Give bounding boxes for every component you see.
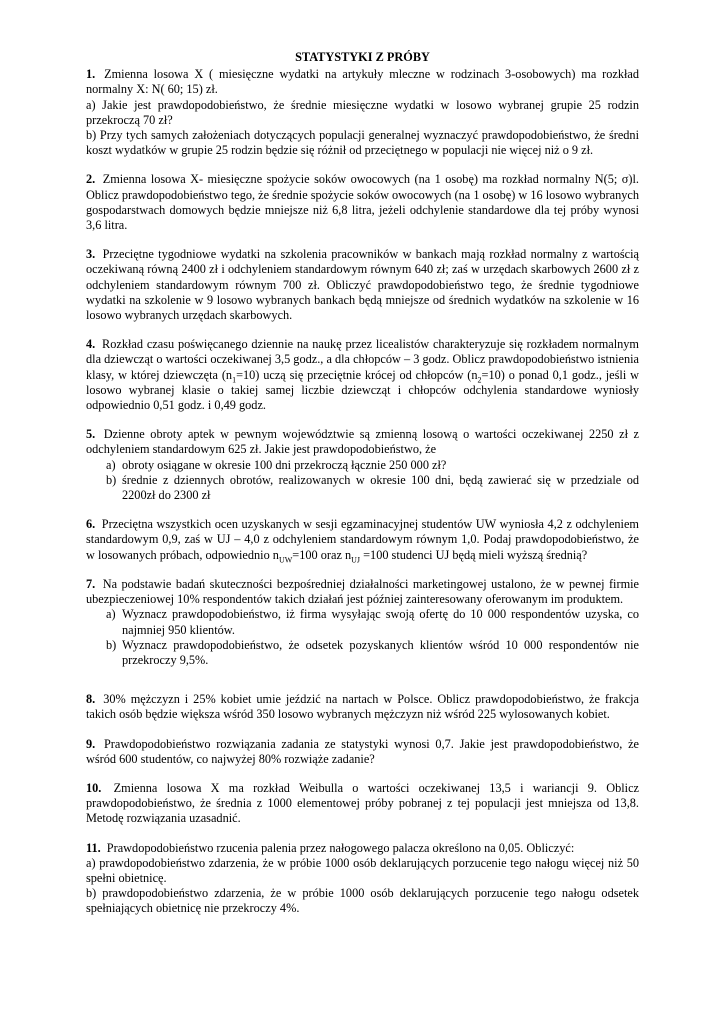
problem-text: 30% mężczyzn i 25% kobiet umie jeździć na nartach w Polsce. Oblicz prawdopodobieństwo, że frakcja takich osób będzie większa wśród 350 losowo wybranych mężczyzn niż wśród 225 wylosowanych kobiet. [86, 692, 639, 722]
problem-text: Zmienna losowa X ( miesięczne wydatki na artykuły mleczne w rodzinach 3-osobowych) ma rozkład normalny X: N( 60; 15) zł. [86, 67, 639, 97]
problem-number: 10. [86, 780, 102, 795]
problem-3 [86, 247, 639, 323]
problem-number: 7. [86, 576, 96, 591]
problem-number: 2. [86, 172, 96, 187]
problem-number: 3. [86, 247, 96, 262]
problem-2 [86, 172, 639, 233]
problem-text: Przeciętne tygodniowe wydatki na szkolenia pracowników w bankach mają rozkład normalny z wartością oczekiwaną równą 2400 zł i odchyleniem standardowym równym 640 zł; zaś w urzędach skarbowych 2600 zł z odchyleniem standardowym równym 700 zł. Obliczyć prawdopodobieństwo tego, że średnie tygodniowe wydatki na szkolenie w 9 losowo wybranych bankach będą mniejsze od średnich wydatków na szkolenie w 16 losowo wybranych urzędach skarbowych. [86, 247, 639, 323]
problem-1 [86, 67, 639, 158]
problem-7 [86, 577, 639, 668]
document-title: STATYSTYKI Z PRÓBY [295, 50, 430, 64]
list-item [86, 458, 639, 473]
problem-text: Zmienna losowa X ma rozkład Weibulla o wartości oczekiwanej 13,5 i wariancji 9. Oblicz prawdopodobieństwo, że średnia z 1000 elementowej próby pobranej z tej populacji jest mniejsza od 13,8. Metodę rozwiązania uzasadnić. [86, 780, 639, 826]
problem-5 [86, 427, 639, 503]
list-item [86, 473, 639, 503]
problem-6 [86, 517, 639, 563]
problem-text: =100 oraz n [292, 547, 352, 562]
list-item-text: Wyznacz prawdopodobieństwo, iż firma wysyłając swoją ofertę do 10 000 respondentów uzyska, co najmniej 950 klientów. [122, 607, 639, 637]
problem-part: a) Jakie jest prawdopodobieństwo, że średnie miesięczne wydatki w losowo wybranej grupie 25 rodzin przekroczą 70 zł? [86, 97, 639, 127]
problem-text: Dzienne obroty aptek w pewnym województwie są zmienną losową o wartości oczekiwanej 2250 zł z odchyleniem standardowym 625 zł. Jakie jest prawdopodobieństwo, że [86, 427, 640, 457]
problem-text: =10) o ponad 0,1 godz., jeśli w losowo wybranej klasie o takiej samej liczbie dziewcząt i chłopców odchylenia standardowe wyniosły odpowiednio 0,51 godz. i 0,49 godz. [86, 367, 639, 413]
subscript: UW [278, 555, 293, 565]
document-page [86, 50, 639, 931]
subscript: 1 [232, 375, 237, 385]
list-item-text: Wyznacz prawdopodobieństwo, że odsetek pozyskanych klientów wśród 10 000 respondentów nie przekroczy 9,5%. [122, 637, 639, 667]
list-item-label: a) [106, 457, 116, 472]
problem-4 [86, 337, 639, 413]
list-item [86, 638, 639, 668]
problem-number: 8. [86, 692, 96, 707]
subscript: 2 [477, 375, 482, 385]
problem-part: b) Przy tych samych założeniach dotyczących populacji generalnej wyznaczyć prawdopodobieństwo, że średni koszt wydatków w grupie 25 rodzin będzie się różnił od przeciętnego w populacji nie więcej niż o 9 zł. [86, 128, 639, 158]
problem-text: =100 studenci UJ będą mieli wyższą średnią? [360, 547, 588, 562]
problem-text: Przeciętna wszystkich ocen uzyskanych w sesji egzaminacyjnej studentów UW wyniosła 4,2 z odchyleniem standardowym 0,9, zaś w UJ – 4,0 z odchyleniem standardowym równym 1,0. Podaj prawdopodobieństwo, że w losowanych próbach, odpowiednio n [86, 517, 639, 562]
problem-9 [86, 737, 639, 767]
problem-text: Prawdopodobieństwo rozwiązania zadania ze statystyki wynosi 0,7. Jakie jest prawdopodobieństwo, że wśród 600 studentów, co najwyżej 80% rozwiąże zadanie? [86, 736, 640, 766]
problem-11 [86, 841, 639, 917]
problem-part: a) prawdopodobieństwo zdarzenia, że w próbie 1000 osób deklarujących porzucenie tego nałogu więcej niż 50 spełni obietnicę. [86, 855, 639, 885]
problem-number: 1. [86, 67, 96, 82]
problem-number: 9. [86, 736, 96, 751]
problem-part: b) prawdopodobieństwo zdarzenia, że w próbie 1000 osób deklarujących porzucenie tego nałogu odsetek spełniających obietnicę nie przekroczy 4%. [86, 886, 639, 916]
problem-number: 5. [86, 427, 96, 442]
problem-number: 11. [86, 840, 101, 855]
problem-number: 4. [86, 337, 96, 352]
subscript: UJ [351, 555, 361, 565]
list-item-text: średnie z dziennych obrotów, realizowanych w okresie 100 dni, będą zawierać się w przedziale od 2200zł do 2300 zł [122, 472, 639, 503]
list-item-label: a) [106, 607, 116, 622]
problem-text: Prawdopodobieństwo rzucenia palenia przez nałogowego palacza określono na 0,05. Obliczyć: [106, 840, 575, 855]
problem-8 [86, 692, 639, 722]
list-item-label: b) [106, 637, 117, 652]
problem-text: Na podstawie badań skuteczności bezpośredniej działalności marketingowej ustalono, że w pewnej firmie ubezpieczeniowej 10% respondentów takich działań jest później zainteresowany oferowanym im produktem. [86, 576, 640, 607]
problem-text: Zmienna losowa X- miesięczne spożycie soków owocowych (na 1 osobę) ma rozkład normalny N(5; σ)l. Oblicz prawdopodobieństwo tego, że średnie spożycie soków owocowych (na 1 osobę) w 16 losowo wybranych gospodarstwach domowych będzie mniejsze niż 6,8 litra, jeżeli odchylenie standardowe dla tej próby wynosi 3,6 litra. [86, 172, 639, 233]
problem-10 [86, 781, 639, 827]
list-item [86, 607, 639, 637]
list-item-text: obroty osiągane w okresie 100 dni przekroczą łącznie 250 000 zł? [122, 457, 447, 472]
list-item-label: b) [106, 472, 117, 487]
problem-number: 6. [86, 517, 96, 532]
problem-text: =10) uczą się przeciętnie krócej od chłopców (n [236, 367, 478, 382]
problem-text: Rozkład czasu poświęcanego dziennie na naukę przez licealistów charakteryzuje się rozkładem normalnym dla dziewcząt o wartości oczekiwanej 3,5 godz., a dla chłopców – 3 godz. Oblicz prawdopodobieństwo istnienia klasy, w której dziewczęta (n [86, 337, 639, 382]
